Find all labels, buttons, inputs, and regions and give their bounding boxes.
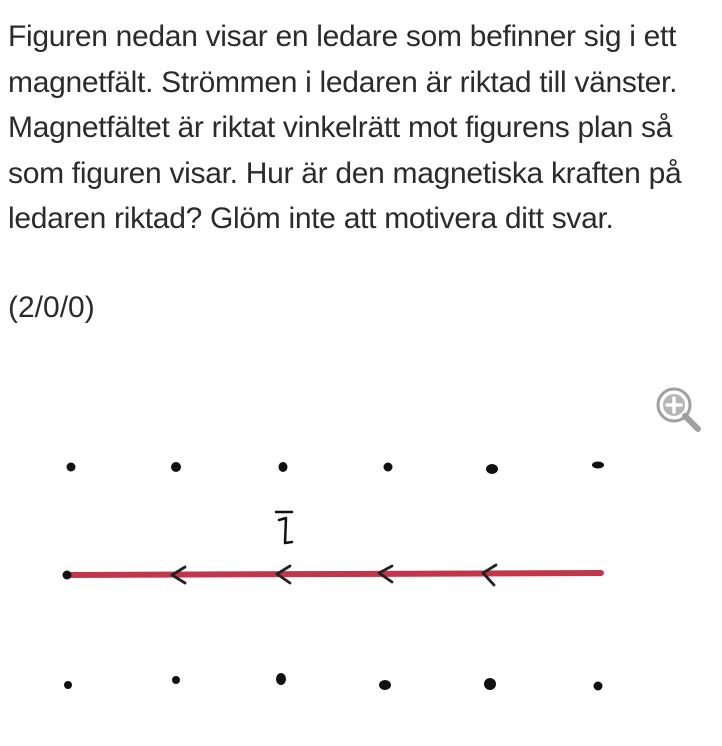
current-label <box>276 512 292 544</box>
field-dots-bottom-row <box>64 673 603 691</box>
field-dot <box>486 464 498 474</box>
field-dot <box>594 682 603 691</box>
magnetic-field-figure <box>0 440 722 746</box>
field-dots-top-row <box>67 462 605 475</box>
conductor-end-dot <box>63 571 72 580</box>
zoom-in-button[interactable] <box>652 383 704 435</box>
field-dot <box>592 462 604 469</box>
field-dot <box>384 463 393 472</box>
conductor-line <box>67 573 601 575</box>
field-dot <box>171 462 181 472</box>
field-dot <box>484 678 496 690</box>
current-label-text: I <box>284 542 285 544</box>
field-dot <box>276 673 286 685</box>
conductor <box>63 565 602 585</box>
question-text: Figuren nedan visar en ledare som befinner sig i ett magnetfält. Strömmen i ledaren är riktad till vänster. Magnetfältet är riktat vinkelrätt mot figurens plan så som figuren visar. Hur är den magnetiska kraften på ledaren riktad? Glöm inte att motivera ditt svar. <box>8 20 682 235</box>
field-dot <box>67 463 76 472</box>
points-label: (2/0/0) <box>8 291 95 324</box>
field-dot <box>64 681 72 689</box>
field-dot <box>379 680 391 690</box>
field-dot <box>279 462 288 472</box>
zoom-in-icon <box>652 383 704 435</box>
field-dot <box>172 676 180 684</box>
